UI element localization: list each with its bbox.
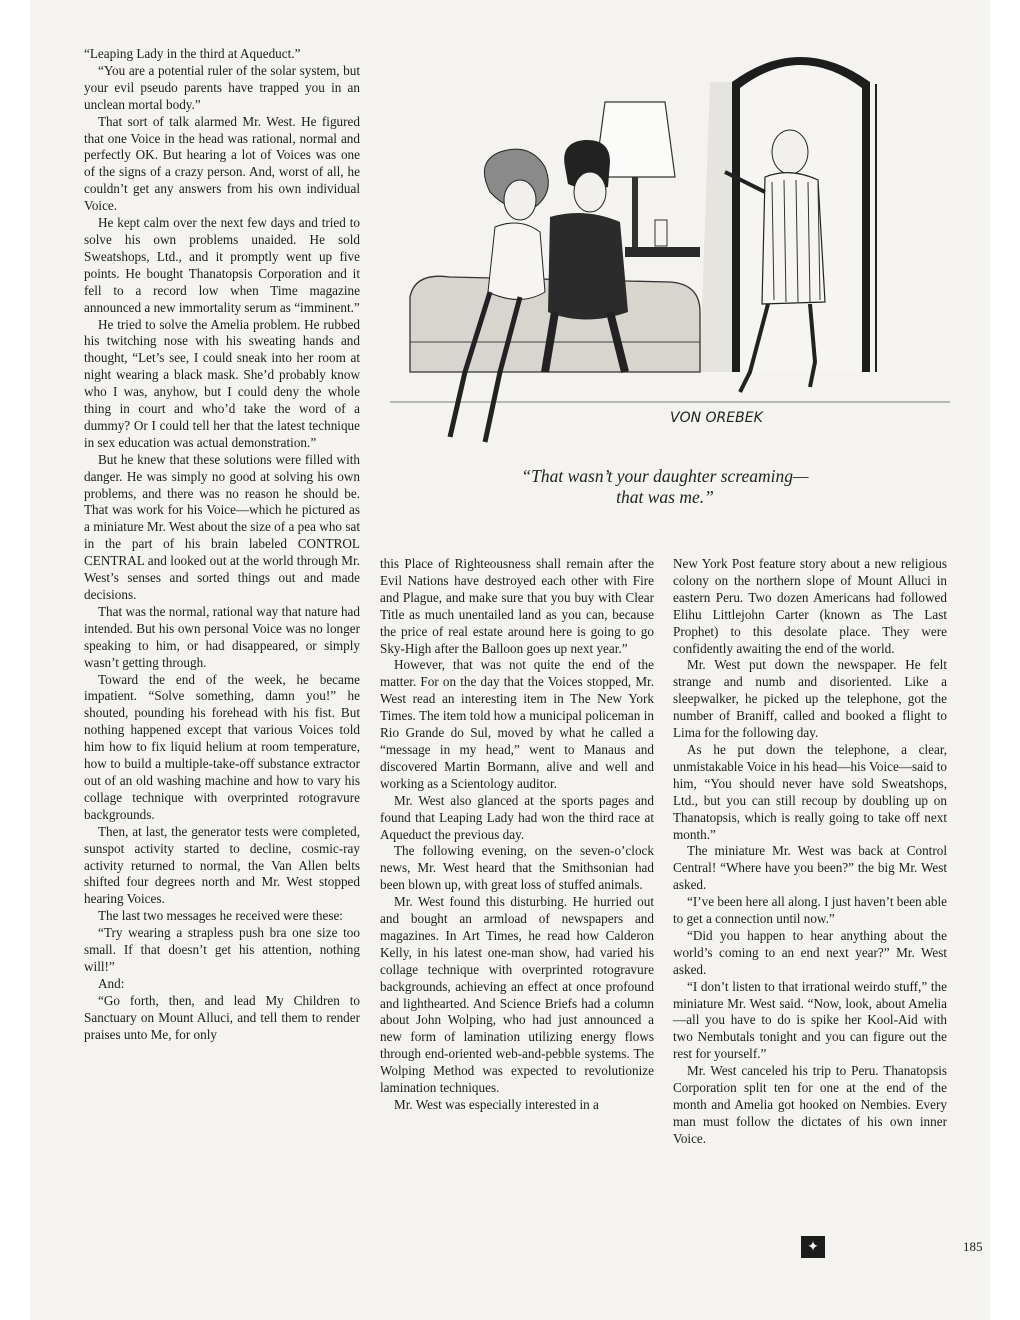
paragraph: He kept calm over the next few days and tried to solve his own problems unaided. He sold Sweatshops, Ltd., and it promptly went up five points. He bought Thanatopsis Corporation and it fell to a record low when Time magazine announced a new immortality serum as “imminent.” [84,215,360,315]
paragraph: Toward the end of the week, he became impatient. “Solve something, damn you!” he shouted, pounding his forehead with his fist. But nothing happened except that various Voices told him how to fix liquid helium at room temperature, how to build a multiple-take-off substance extractor out of an old washing machine and how to vary his collage technique with overprinted rotogravure backgrounds. [84,671,360,822]
paragraph: The miniature Mr. West was back at Control Central! “Where have you been?” the big Mr. West asked. [673,843,947,893]
paragraph: Mr. West found this disturbing. He hurried out and bought an armload of newspapers and magazines. In Art Times, he read how Calderon Kelly, in his latest one-man show, had varied his collage technique with overprinted rotogravure backgrounds, achieving an effect at once profound and lighthearted. And Science Briefs had a column about John Wolping, who had just announced a new form of lamination utilizing energy flows through end-oriented web-and-pebble systems. The Wolping Method was expected to revolutionize lamination techniques. [380,894,654,1096]
text-column-3 [673,556,947,1148]
paragraph: The following evening, on the seven-o’clock news, Mr. West heard that the Smithsonian had been blown up, with great loss of stuffed animals. [380,843,654,893]
cartoon-illustration [370,42,960,462]
paragraph: He tried to solve the Amelia problem. He rubbed his twitching nose with his sweating hands and thought, “Let’s see, I could sneak into her room at night wearing a black mask. She’d probably know who I was, anyhow, but I could deny the whole thing in court and who’d take the word of a dummy? Or I could tell her that the latest technique in sex education was actual demonstration.” [84,316,360,450]
text-column-2 [380,556,654,1114]
cartoon-signature: VON OREBEK [670,410,763,426]
paragraph: Then, at last, the generator tests were completed, sunspot activity started to decline, cosmic-ray activity returned to normal, the Van Allen belts shifted four degrees north and Mr. West stopped hearing Voices. [84,823,360,907]
paragraph: “I don’t listen to that irrational weirdo stuff,” the miniature Mr. West said. “Now, look, about Amelia—all you have to do is spike her Kool-Aid with two Nembutals tonight and you can figure out the rest for yourself.” [673,978,947,1062]
paragraph: But he knew that these solutions were filled with danger. He was simply no good at solving his own problems, and there was no reason he should be. That was work for his Voice—which he pictured as a miniature Mr. West about the size of a pea who sat in the part of his brain labeled CONTROL CENTRAL and looked out at the world through Mr. West’s senses and sorted things out and made decisions. [84,451,360,602]
paragraph: That was the normal, rational way that nature had intended. But his own personal Voice was no longer speaking to him, or had disappeared, or simply wasn’t getting through. [84,603,360,670]
caption-line: “That wasn’t your daughter screaming— [521,466,809,486]
paragraph: “Go forth, then, and lead My Children to Sanctuary on Mount Alluci, and tell them to render praises unto Me, for only [84,992,360,1042]
paragraph: “I’ve been here all along. I just haven’t been able to get a connection until now.” [673,894,947,927]
paragraph: The last two messages he received were these: [98,908,343,924]
cartoon-caption [450,466,880,508]
paragraph: Mr. West put down the newspaper. He felt strange and numb and disoriented. Like a sleepwalker, he picked up the telephone, got the number of Braniff, called and booked a flight to Lima for the following day. [673,657,947,741]
paragraph: this Place of Righteousness shall remain after the Evil Nations have destroyed each other with Fire and Plague, and make sure that you buy with Clear Title as much unentailed land as you can, because the price of real estate around here is going to go Sky-High after the Balloon goes up next year.” [380,556,654,656]
rabbit-head-icon: ✦ [801,1236,825,1258]
magazine-page [30,0,990,1320]
page-number: 185 [963,1239,983,1254]
paragraph: As he put down the telephone, a clear, unmistakable Voice in his head—his Voice—said to him, “You should never have sold Sweatshops, Ltd., but you can still recoup by doubling up on Thanatopsis, which is really going to take off next month.” [673,741,947,842]
text-column-1 [84,46,360,1043]
caption-line: that was me.” [616,487,714,507]
paragraph: “Did you happen to hear anything about the world’s coming to an end next year?” Mr. West asked. [673,927,947,977]
paragraph: That sort of talk alarmed Mr. West. He figured that one Voice in the head was rational, normal and perfectly OK. But hearing a lot of Voices was one of the signs of a crazy person. And, worst of all, he couldn’t get any answers from his own individual Voice. [84,113,360,214]
paragraph: New York Post feature story about a new religious colony on the northern slope of Mount Alluci in eastern Peru. Two dozen Americans had followed Elihu Littlejohn Carter (known as The Last Prophet) to this desolate place. They were confidently awaiting the end of the world. [673,556,947,656]
paragraph: “Leaping Lady in the third at Aqueduct.” [84,46,301,61]
paragraph: However, that was not quite the end of the matter. For on the day that the Voices stopped, Mr. West read an interesting item in The New York Times. The item told how a municipal policeman in Rio Grande do Sul, moved by what he called a “message in my head,” went to Manaus and discovered Martin Bormann, alive and well and working as a Scientology auditor. [380,657,654,791]
paragraph: Mr. West also glanced at the sports pages and found that Leaping Lady had won the third race at Aqueduct the previous day. [380,792,654,842]
paragraph: “You are a potential ruler of the solar system, but your evil pseudo parents have trapped you in an unclean mortal body.” [84,62,360,112]
paragraph: And: [98,975,125,991]
paragraph: Mr. West canceled his trip to Peru. Thanatopsis Corporation split ten for one at the end of the month and Amelia got hooked on Nembies. Every man must follow the dictates of his own inner Voice. [673,1063,947,1146]
paragraph: Mr. West was especially interested in a [394,1097,599,1112]
paragraph: “Try wearing a strapless push bra one size too small. If that doesn’t get his attention, nothing will!” [84,925,360,974]
